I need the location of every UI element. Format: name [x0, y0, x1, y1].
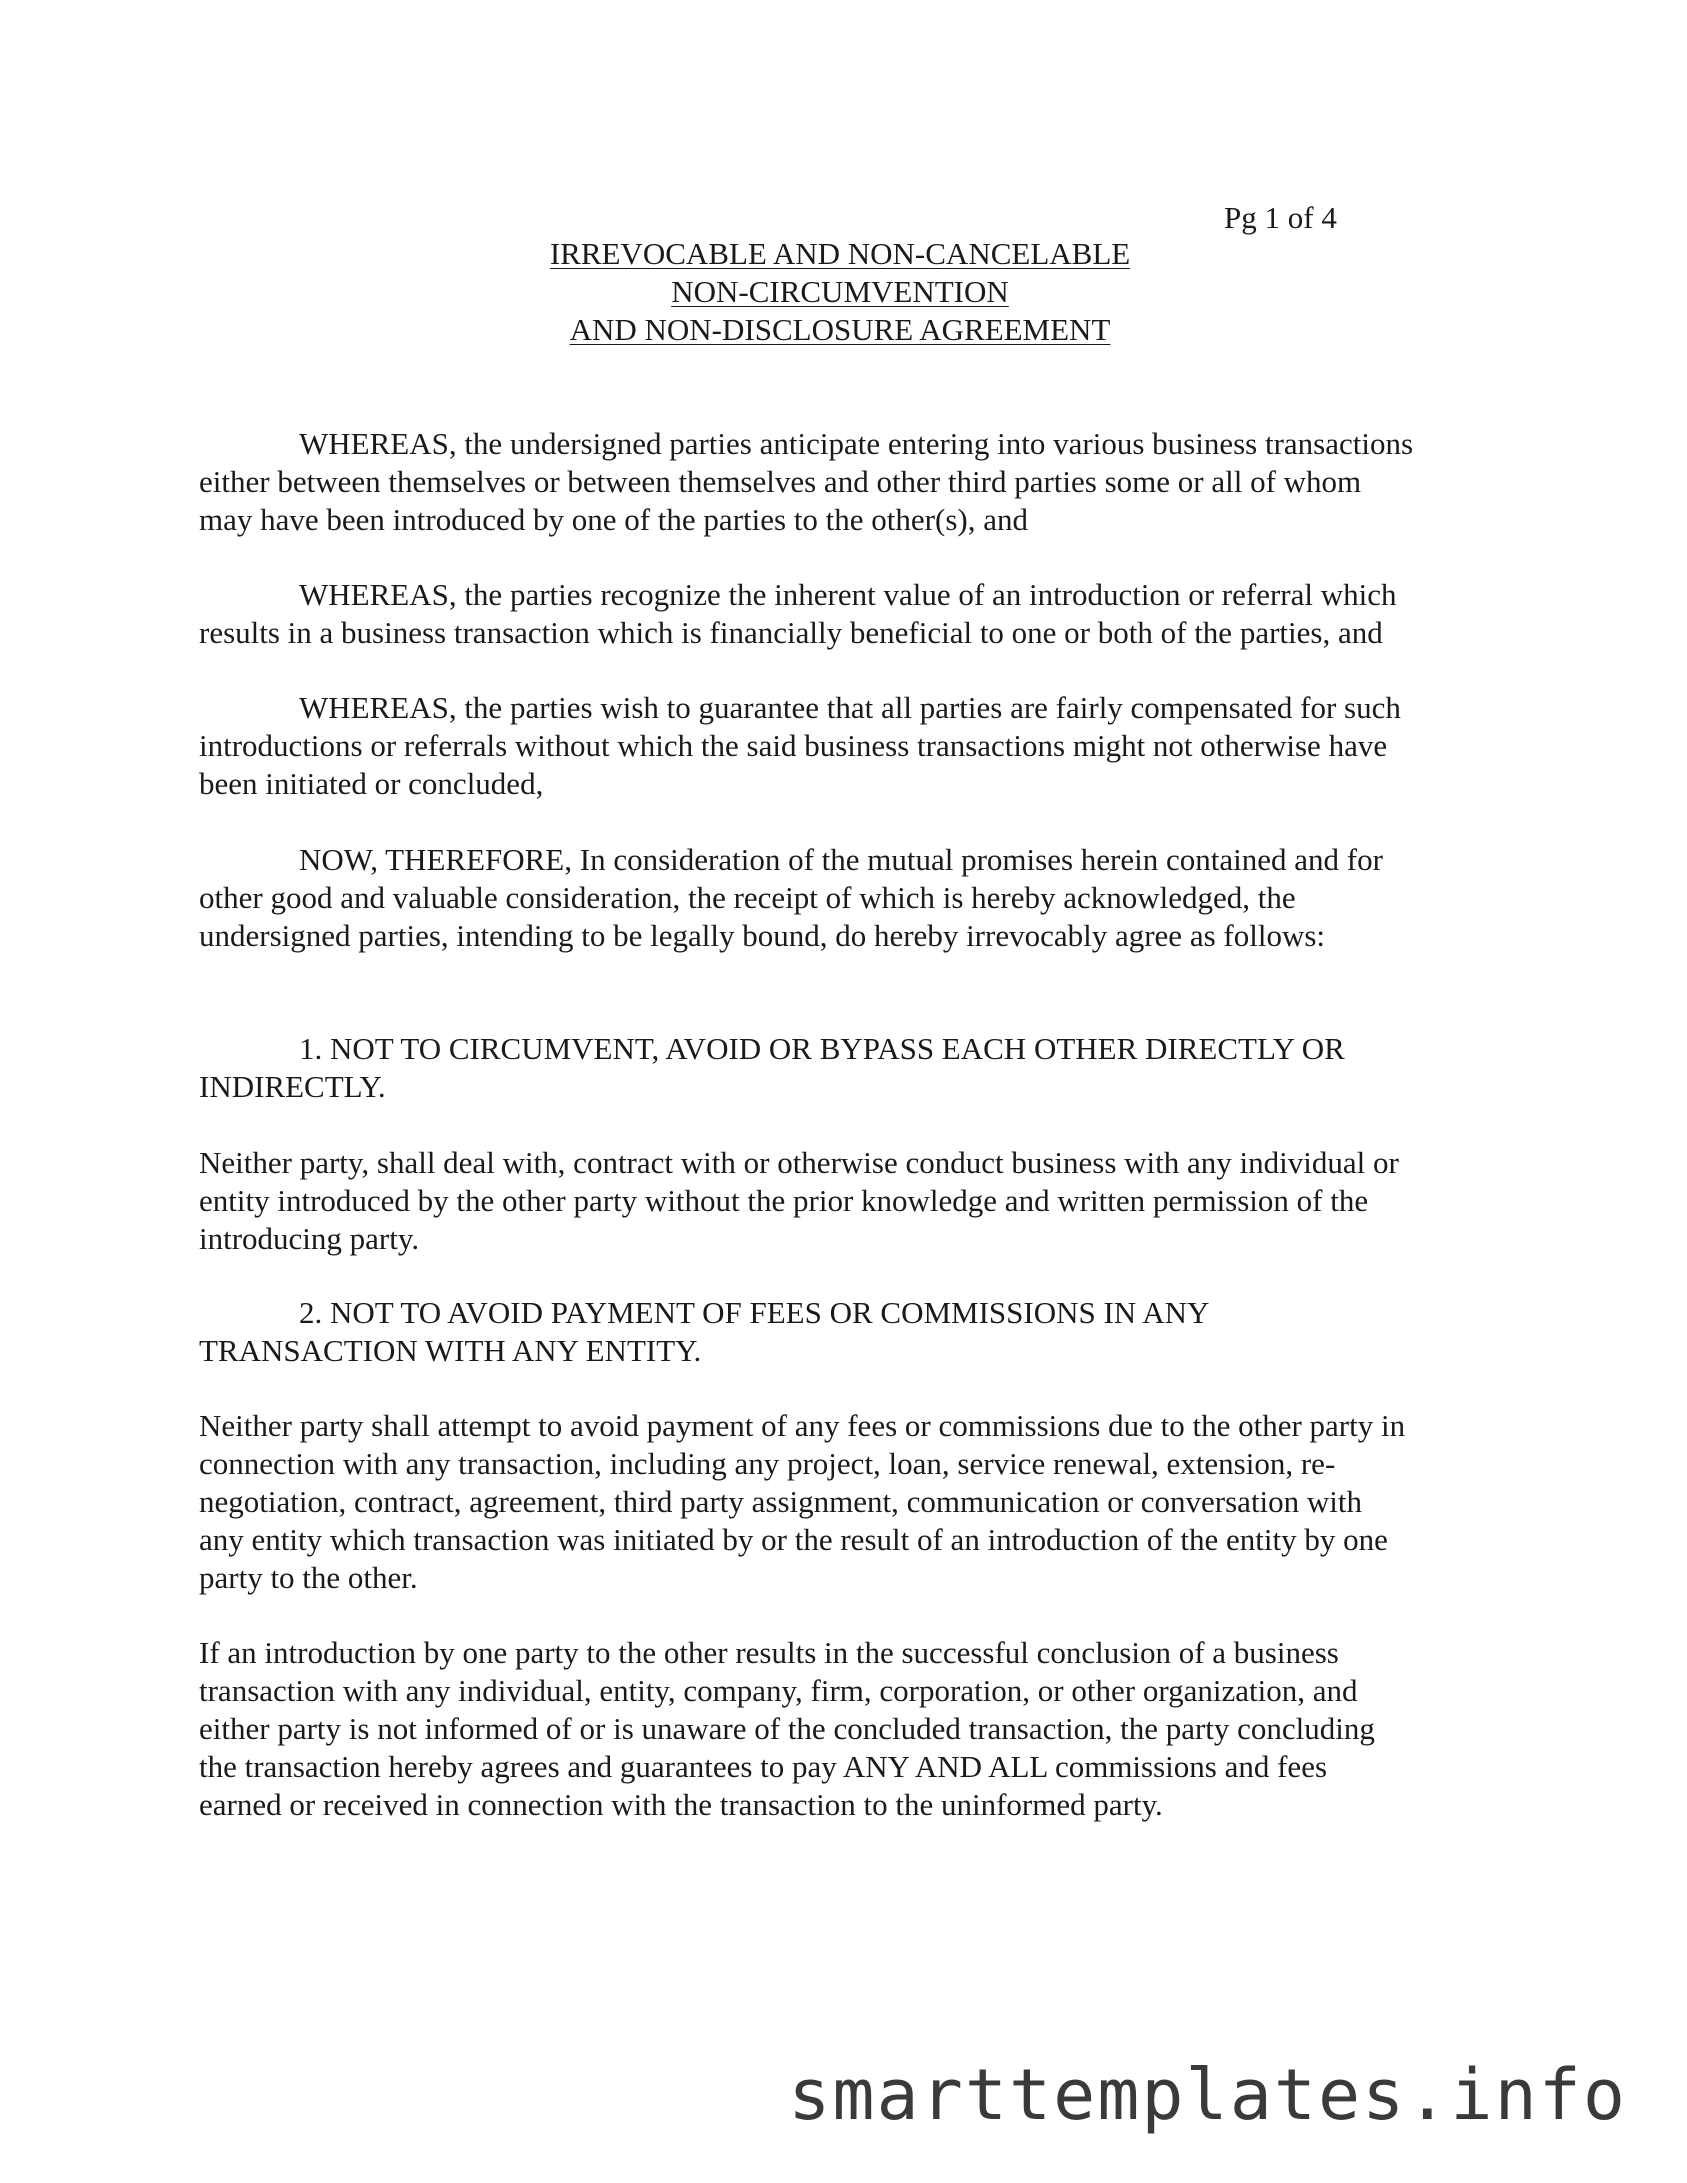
section-1-body-line-3: introducing party. — [199, 1221, 420, 1256]
section-2-paragraph-2 — [199, 1634, 1499, 1824]
section-2-body-line-4: any entity which transaction was initiated by or the result of an introduction of the entity by one — [199, 1522, 1388, 1557]
now-therefore-line-1: NOW, THEREFORE, In consideration of the mutual promises herein contained and for — [299, 842, 1383, 877]
section-1-body-line-2: entity introduced by the other party without the prior knowledge and written permission of the — [199, 1183, 1369, 1218]
title-line-1: IRREVOCABLE AND NON-CANCELABLE — [549, 236, 1131, 271]
whereas-2-line-2: results in a business transaction which is financially beneficial to one or both of the parties, and — [199, 615, 1383, 650]
section-2-heading-line-2: TRANSACTION WITH ANY ENTITY. — [199, 1333, 702, 1368]
section-1-body-line-1: Neither party, shall deal with, contract with or otherwise conduct business with any individual or — [199, 1145, 1399, 1180]
now-therefore-line-3: undersigned parties, intending to be legally bound, do hereby irrevocably agree as follows: — [199, 918, 1326, 953]
watermark: smarttemplates.info — [788, 2054, 1627, 2136]
whereas-paragraph-3 — [199, 689, 1499, 803]
whereas-paragraph-2 — [199, 576, 1499, 652]
whereas-3-line-1: WHEREAS, the parties wish to guarantee that all parties are fairly compensated for such — [299, 690, 1401, 725]
section-2-heading-line-1: 2. NOT TO AVOID PAYMENT OF FEES OR COMMISSIONS IN ANY — [299, 1295, 1210, 1330]
section-1-heading — [199, 1030, 1499, 1106]
section-2-body-line-5: party to the other. — [199, 1560, 418, 1595]
section-1-body — [199, 1144, 1499, 1258]
title-line-2: NON-CIRCUMVENTION — [671, 274, 1009, 309]
section-2-para-2-line-5: earned or received in connection with the transaction to the uninformed party. — [199, 1787, 1163, 1822]
section-2-heading — [199, 1294, 1499, 1370]
section-2-body-line-3: negotiation, contract, agreement, third party assignment, communication or conversation with — [199, 1484, 1363, 1519]
whereas-3-line-2: introductions or referrals without which the said business transactions might not otherwise have — [199, 728, 1388, 763]
section-1-heading-line-1: 1. NOT TO CIRCUMVENT, AVOID OR BYPASS EACH OTHER DIRECTLY OR — [299, 1031, 1345, 1066]
now-therefore-paragraph — [199, 841, 1499, 955]
whereas-3-line-3: been initiated or concluded, — [199, 766, 544, 801]
section-2-para-2-line-1: If an introduction by one party to the other results in the successful conclusion of a business — [199, 1635, 1339, 1670]
section-2-body-line-1: Neither party shall attempt to avoid payment of any fees or commissions due to the other party in — [199, 1408, 1406, 1443]
whereas-1-line-2: either between themselves or between themselves and other third parties some or all of whom — [199, 464, 1362, 499]
section-2-para-2-line-3: either party is not informed of or is unaware of the concluded transaction, the party concluding — [199, 1711, 1375, 1746]
whereas-1-line-1: WHEREAS, the undersigned parties anticipate entering into various business transactions — [299, 426, 1414, 461]
document-title — [460, 235, 1220, 349]
section-2-body-line-2: connection with any transaction, including any project, loan, service renewal, extension, re- — [199, 1446, 1336, 1481]
section-2-body — [199, 1407, 1499, 1597]
section-2-para-2-line-4: the transaction hereby agrees and guarantees to pay ANY AND ALL commissions and fees — [199, 1749, 1328, 1784]
whereas-paragraph-1 — [199, 425, 1499, 539]
now-therefore-line-2: other good and valuable consideration, the receipt of which is hereby acknowledged, the — [199, 880, 1296, 915]
section-2-para-2-line-2: transaction with any individual, entity, company, firm, corporation, or other organization, and — [199, 1673, 1358, 1708]
title-line-3: AND NON-DISCLOSURE AGREEMENT — [569, 312, 1111, 347]
whereas-2-line-1: WHEREAS, the parties recognize the inherent value of an introduction or referral which — [299, 577, 1397, 612]
page-number: Pg 1 of 4 — [1224, 200, 1337, 235]
whereas-1-line-3: may have been introduced by one of the parties to the other(s), and — [199, 502, 1028, 537]
section-1-heading-line-2: INDIRECTLY. — [199, 1069, 386, 1104]
